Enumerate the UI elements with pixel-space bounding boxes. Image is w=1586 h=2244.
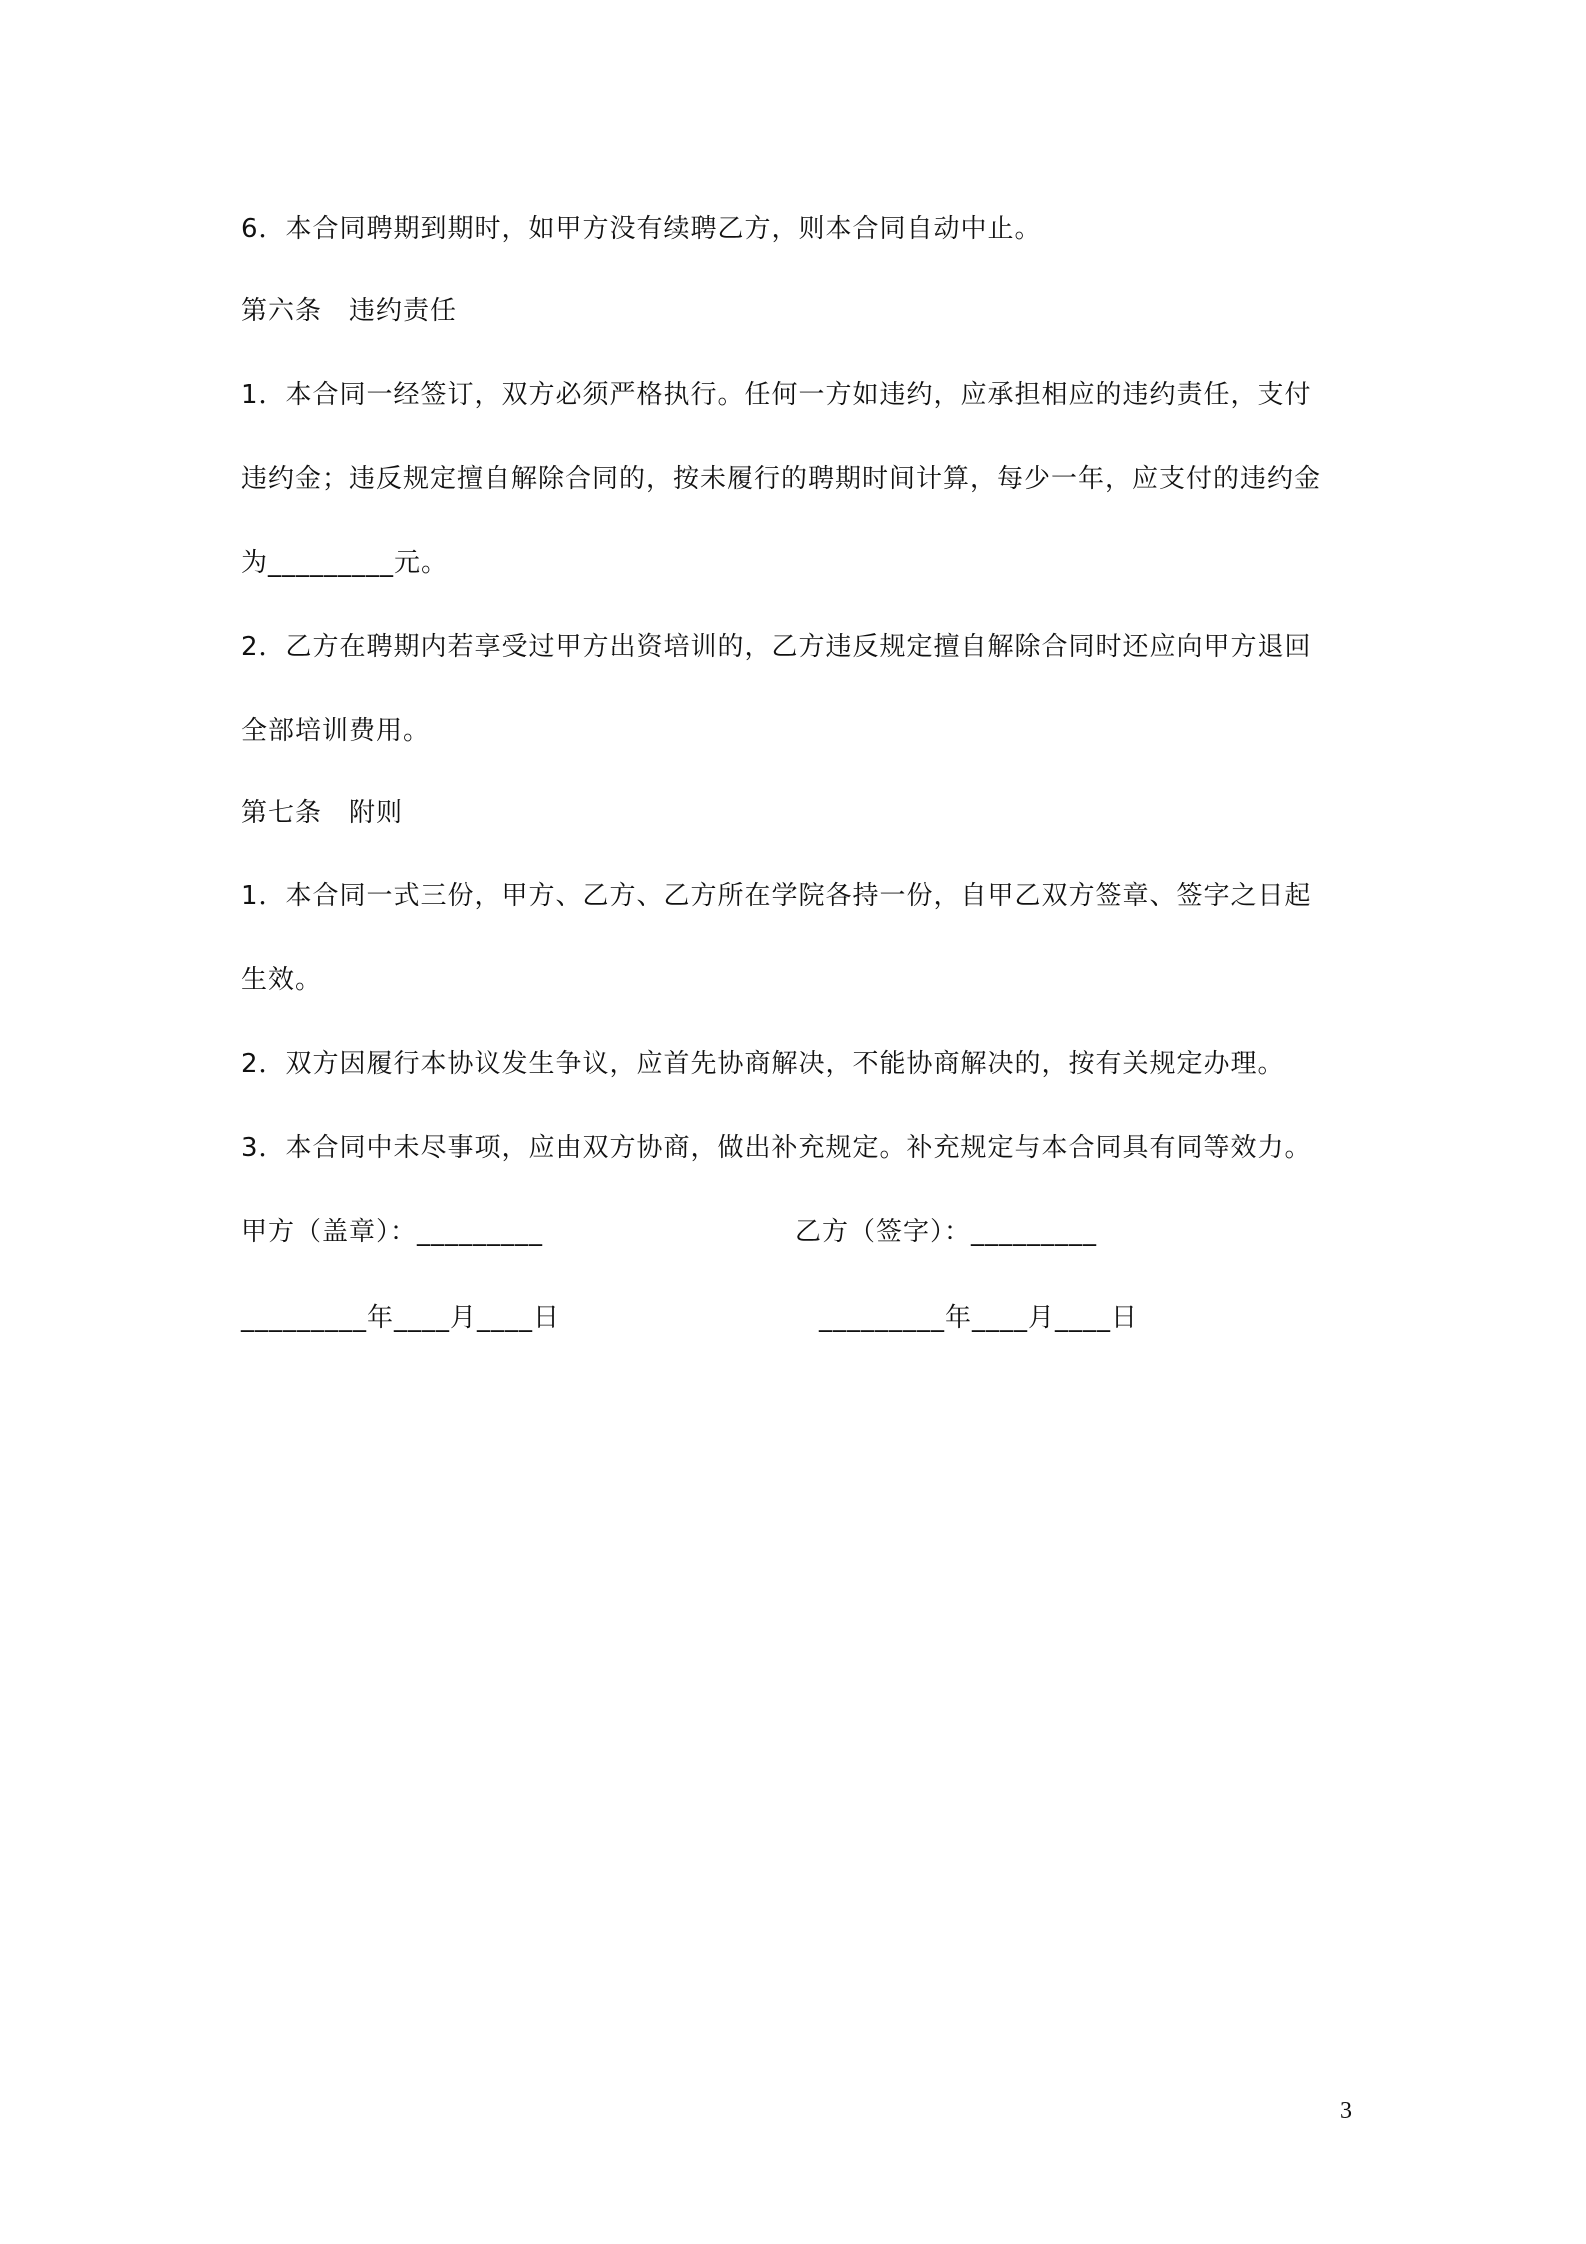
clause-6-1-line-1: 1．本合同一经签订，双方必须严格执行。任何一方如违约，应承担相应的违约责任，支付: [241, 380, 1312, 410]
article-6-heading: 第六条 违约责任: [241, 296, 458, 326]
clause-7-1-line-2: 生效。: [241, 965, 323, 995]
clause-7-1-line-1: 1．本合同一式三份，甲方、乙方、乙方所在学院各持一份，自甲乙双方签章、签字之日起: [241, 881, 1312, 911]
page-number: 3: [1340, 2098, 1352, 2124]
clause-6-2-line-2: 全部培训费用。: [241, 716, 431, 746]
article-7-heading: 第七条 附则: [241, 798, 404, 828]
clause-6-1-line-2: 违约金；违反规定擅自解除合同的，按未履行的聘期时间计算，每少一年，应支付的违约金: [241, 464, 1322, 494]
clause-7-2: 2．双方因履行本协议发生争议，应首先协商解决，不能协商解决的，按有关规定办理。: [241, 1049, 1285, 1079]
party-b-date-field: _________年____月____日: [819, 1303, 1139, 1333]
clause-6-1-line-3: 为_________元。: [241, 548, 449, 578]
party-b-signature-field: 乙方（签字）：_________: [795, 1217, 1098, 1247]
party-a-date-field: _________年____月____日: [241, 1303, 561, 1333]
clause-7-3: 3．本合同中未尽事项，应由双方协商，做出补充规定。补充规定与本合同具有同等效力。: [241, 1133, 1312, 1163]
clause-5-6: 6．本合同聘期到期时，如甲方没有续聘乙方，则本合同自动中止。: [241, 214, 1042, 244]
clause-6-2-line-1: 2．乙方在聘期内若享受过甲方出资培训的，乙方违反规定擅自解除合同时还应向甲方退回: [241, 632, 1312, 662]
party-a-seal-field: 甲方（盖章）：_________: [241, 1217, 544, 1247]
